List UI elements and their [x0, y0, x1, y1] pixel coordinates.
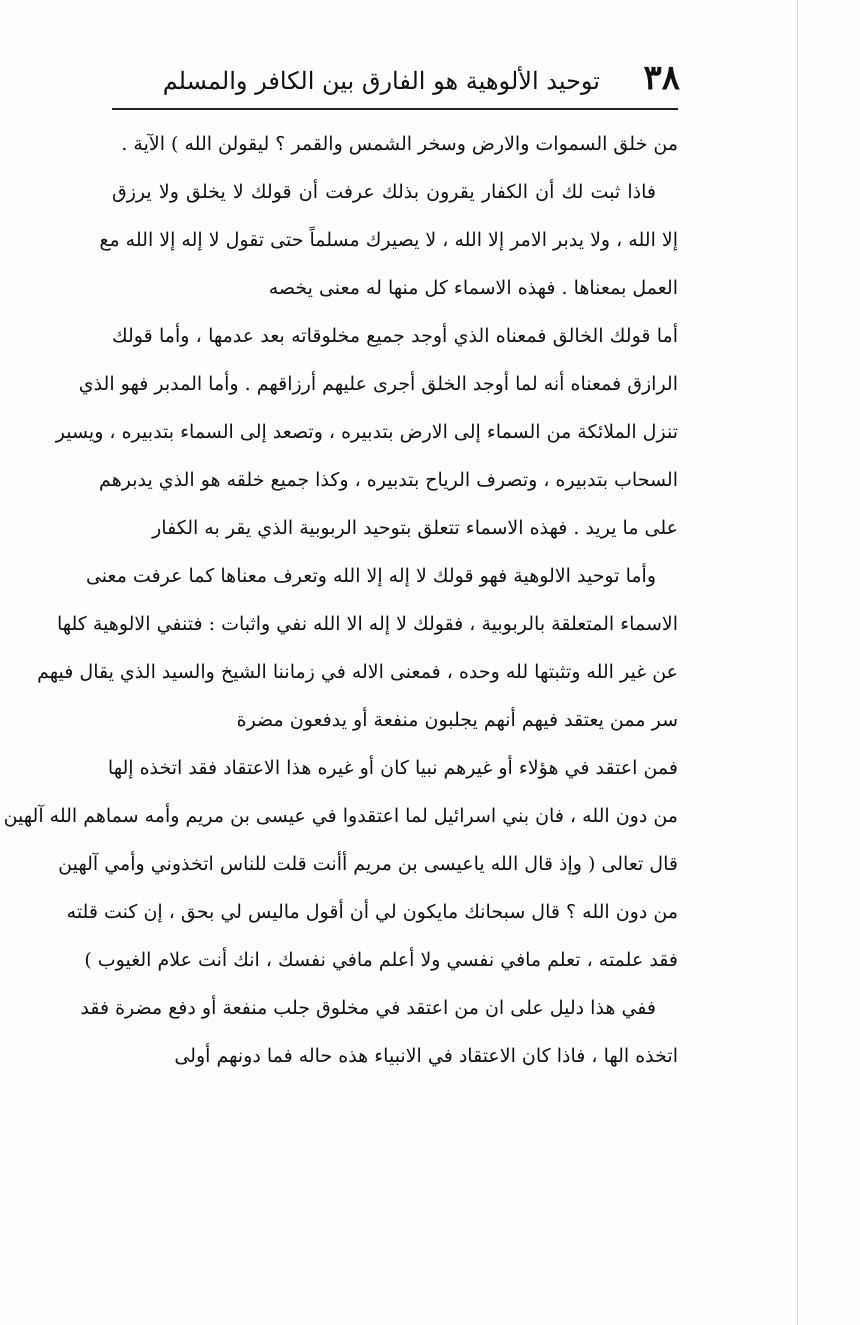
running-header [110, 58, 680, 106]
text-line: وأما توحيد الالوهية فهو قولك لا إله إلا الله وتعرف معناها كما عرفت معنى [85, 565, 656, 587]
text-line: فقد علمته ، تعلم مافي نفسي ولا أعلم مافي نفسك ، انك أنت علام الغيوب ) [84, 949, 678, 971]
text-line: فاذا ثبت لك أن الكفار يقرون بذلك عرفت أن قولك لا يخلق ولا يرزق [112, 181, 656, 203]
text-line: العمل بمعناها . فهذه الاسماء كل منها له معنى يخصه [268, 277, 678, 299]
text-line: تنزل الملائكة من السماء إلى الارض بتدبيره ، وتصعد إلى السماء بتدبيره ، ويسير [55, 421, 678, 443]
page-edge-line [797, 0, 798, 1325]
text-line: على ما يريد . فهذه الاسماء تتعلق بتوحيد الربوبية الذي يقر به الكفار [152, 517, 678, 539]
header-rule [112, 108, 678, 110]
text-line: من خلق السموات والارض وسخر الشمس والقمر ؟ ليقولن الله ) الآية . [121, 133, 678, 155]
text-line: اتخذه الها ، فاذا كان الاعتقاد في الانبياء هذه حاله فما دونهم أولى [174, 1045, 678, 1067]
text-line: السحاب بتدبيره ، وتصرف الرياح بتدبيره ، وكذا جميع خلقه هو الذي يدبرهم [99, 469, 678, 491]
text-line: أما قولك الخالق فمعناه الذي أوجد جميع مخلوقاته بعد عدمها ، وأما قولك [112, 325, 678, 347]
text-line: عن غير الله وتثبتها لله وحده ، فمعنى الاله في زماننا الشيخ والسيد الذي يقال فيهم [37, 661, 678, 683]
text-line: الاسماء المتعلقة بالربوبية ، فقولك لا إله الا الله نفي واثبات : فتنفي الالوهية كلها [56, 613, 678, 635]
text-line: ففي هذا دليل على ان من اعتقد في مخلوق جلب منفعة أو دفع مضرة فقد [80, 997, 656, 1019]
text-line: الرازق فمعناه أنه لما أوجد الخلق أجرى عليهم أرزاقهم . وأما المدبر فهو الذي [78, 373, 678, 395]
text-line: إلا الله ، ولا يدبر الامر إلا الله ، لا يصيرك مسلماً حتى تقول لا إله إلا الله مع [99, 229, 678, 251]
text-line: من دون الله ؟ قال سبحانك مايكون لي أن أقول ماليس لي بحق ، إن كنت قلته [66, 901, 678, 923]
page-body [3, 132, 678, 1092]
text-line: من دون الله ، فان بني اسرائيل لما اعتقدوا في عيسى بن مريم وأمه سماهم الله آلهين [3, 805, 678, 827]
page-number: ٣٨ [643, 58, 680, 98]
running-title: توحيد الألوهية هو الفارق بين الكافر والمسلم [162, 67, 600, 95]
text-line: فمن اعتقد في هؤلاء أو غيرهم نبيا كان أو غيره هذا الاعتقاد فقد اتخذه إلها [107, 757, 678, 779]
text-line: سر ممن يعتقد فيهم أنهم يجلبون منفعة أو يدفعون مضرة [236, 709, 678, 731]
text-line: قال تعالى ( وإذ قال الله ياعيسى بن مريم أأنت قلت للناس اتخذوني وأمي آلهين [58, 853, 678, 875]
